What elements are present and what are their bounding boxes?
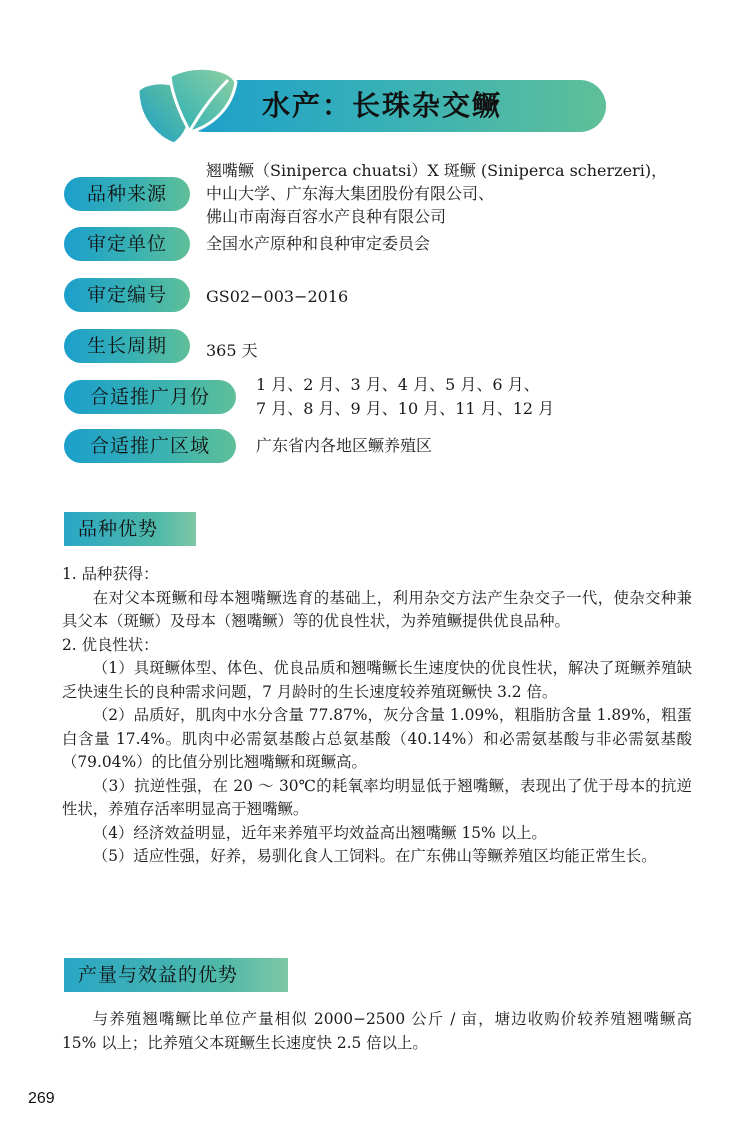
paragraph: （3）抗逆性强，在 20 ～ 30℃的耗氧率均明显低于翘嘴鳜，表现出了优于母本的抗逆性状，养殖存活率明显高于翘嘴鳜。 [62,776,692,818]
paragraph: 1. 品种获得： [62,565,159,583]
paragraph: （1）具斑鳜体型、体色、优良品质和翘嘴鳜长生速度快的优良性状，解决了斑鳜养殖缺乏快速生长的良种需求问题，7 月龄时的生长速度较养殖斑鳜快 3.2 倍。 [62,659,692,701]
label-approval-number: 审定编号 [64,278,190,312]
variety-source-line-2: 中山大学、广东海大集团股份有限公司、 [206,184,495,203]
label-approval-unit: 审定单位 [64,227,190,261]
section-heading-yield-benefit: 产量与效益的优势 [64,958,288,992]
leaf-logo-icon [128,60,248,156]
paragraph: 在对父本斑鳜和母本翘嘴鳜选育的基础上，利用杂交方法产生杂交子一代，使杂交种兼具父本（斑鳜）及母本（翘嘴鳜）等的优良性状，为养殖鳜提供优良品种。 [62,588,692,630]
section-heading-advantages: 品种优势 [64,512,196,546]
paragraph: （5）适应性强，好养，易驯化食人工饲料。在广东佛山等鳜养殖区均能正常生长。 [92,847,657,865]
page-number: 269 [28,1090,55,1107]
paragraph: 2. 优良性状： [62,635,159,654]
label-growth-cycle: 生长周期 [64,329,190,363]
variety-source-line-3: 佛山市南海百容水产良种有限公司 [206,207,447,226]
paragraph: （4）经济效益明显，近年来养殖平均效益高出翘嘴鳜 15% 以上。 [92,823,547,842]
paragraph: （2）品质好，肌肉中水分含量 77.87%，灰分含量 1.09%，粗脂肪含量 1.89%，粗蛋白含量 17.4%。肌肉中必需氨基酸占总氨基酸（40.14%）和必需氨基酸与非必需氨基酸（79.04%）的比值分别比翘嘴鳜和斑鳜高。 [62,706,692,771]
label-variety-source: 品种来源 [64,177,190,211]
section-yield-benefit-body [62,1008,692,1055]
suitable-months-line-2: 7 月、8 月、9 月、10 月、11 月、12 月 [256,399,555,418]
suitable-region-value: 广东省内各地区鳜养殖区 [256,436,433,455]
approval-number-value: GS02−003−2016 [206,287,349,306]
section-advantages-body [62,563,692,869]
approval-unit-value: 全国水产原种和良种审定委员会 [206,234,431,253]
label-suitable-region: 合适推广区域 [64,429,236,463]
variety-source-line-1: 翘嘴鳜（Siniperca chuatsi）X 斑鳜 (Siniperca scherzeri)， [206,161,668,180]
label-suitable-months: 合适推广月份 [64,380,236,414]
paragraph: 与养殖翘嘴鳜比单位产量相似 2000−2500 公斤 / 亩，塘边收购价较养殖翘嘴鳜高 15% 以上；比养殖父本斑鳜生长速度快 2.5 倍以上。 [62,1010,692,1052]
growth-cycle-value: 365 天 [206,341,258,360]
suitable-months-line-1: 1 月、2 月、3 月、4 月、5 月、6 月、 [256,375,540,394]
page-title: 水产：长珠杂交鳜 [262,89,503,122]
